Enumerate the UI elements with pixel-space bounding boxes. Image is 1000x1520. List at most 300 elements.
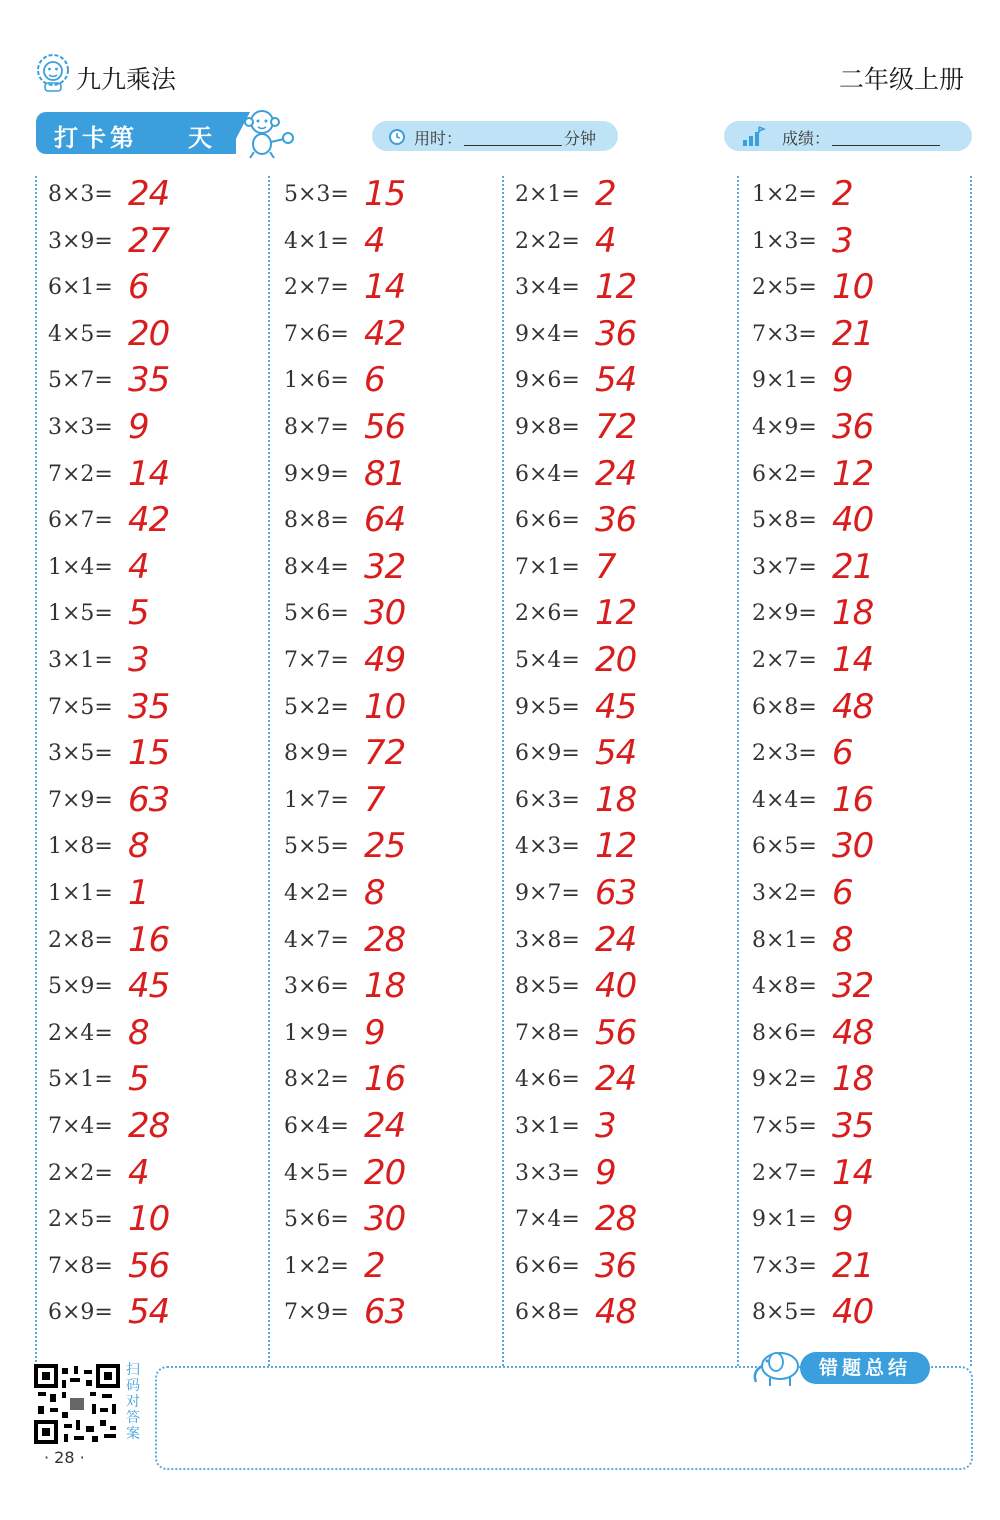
equation-text: 5×6= bbox=[284, 601, 349, 627]
column-divider bbox=[737, 176, 739, 1366]
equation-row bbox=[48, 1201, 248, 1247]
handwritten-answer[interactable]: 14 bbox=[364, 267, 406, 308]
equation-row bbox=[48, 1152, 248, 1201]
equation-row bbox=[752, 875, 952, 921]
equation-text: 7×5= bbox=[752, 1114, 817, 1139]
score-label: 成绩： bbox=[782, 129, 831, 148]
equation-text: 2×7= bbox=[752, 1160, 817, 1186]
equation-text: 9×1= bbox=[752, 368, 817, 394]
elephant-icon bbox=[748, 1344, 804, 1388]
handwritten-answer[interactable]: 21 bbox=[832, 546, 874, 587]
equation-row bbox=[284, 1245, 484, 1294]
handwritten-answer[interactable]: 54 bbox=[595, 733, 637, 774]
equation-row bbox=[284, 595, 484, 641]
handwritten-answer[interactable]: 9 bbox=[128, 407, 149, 447]
equation-row bbox=[284, 779, 484, 828]
equation-row bbox=[515, 362, 715, 408]
equation-text: 7×1= bbox=[515, 554, 580, 580]
checkin-day-label: 天 bbox=[188, 124, 212, 152]
handwritten-answer[interactable]: 14 bbox=[128, 453, 170, 494]
equation-row bbox=[515, 502, 715, 548]
equation-row bbox=[515, 453, 715, 502]
equation-text: 3×3= bbox=[48, 415, 113, 440]
handwritten-answer[interactable]: 4 bbox=[595, 220, 616, 261]
equation-row bbox=[515, 686, 715, 735]
equation-text: 7×9= bbox=[48, 787, 113, 813]
column-divider bbox=[502, 176, 504, 1366]
equation-text: 4×6= bbox=[515, 1067, 580, 1093]
handwritten-answer[interactable]: 20 bbox=[595, 640, 637, 680]
handwritten-answer[interactable]: 35 bbox=[832, 1106, 874, 1146]
time-label: 用时： bbox=[414, 129, 463, 148]
equation-row bbox=[284, 409, 484, 455]
handwritten-answer[interactable]: 8 bbox=[128, 1012, 149, 1053]
equation-row bbox=[752, 502, 952, 548]
equation-row bbox=[515, 1108, 715, 1154]
handwritten-answer[interactable]: 49 bbox=[364, 640, 406, 680]
handwritten-answer[interactable]: 8 bbox=[832, 919, 853, 960]
column-divider bbox=[35, 176, 37, 1366]
equation-row bbox=[48, 313, 248, 362]
equation-row bbox=[48, 595, 248, 641]
equation-row bbox=[752, 409, 952, 455]
handwritten-answer[interactable]: 40 bbox=[832, 1292, 874, 1333]
qr-caption: 扫码对答案 bbox=[126, 1362, 140, 1442]
handwritten-answer[interactable]: 35 bbox=[128, 686, 170, 727]
equation-row bbox=[284, 642, 484, 688]
equation-text: 2×1= bbox=[515, 182, 580, 207]
handwritten-answer[interactable]: 27 bbox=[128, 220, 170, 261]
handwritten-answer[interactable]: 28 bbox=[128, 1106, 170, 1146]
equation-row bbox=[515, 779, 715, 828]
equation-row bbox=[515, 1012, 715, 1061]
equation-text: 1×9= bbox=[284, 1020, 349, 1046]
handwritten-answer[interactable]: 64 bbox=[364, 500, 406, 541]
mistake-summary-tag: 错题总结 bbox=[800, 1352, 930, 1384]
equation-row bbox=[284, 453, 484, 502]
equation-row bbox=[752, 968, 952, 1014]
equation-row bbox=[752, 828, 952, 874]
equation-row bbox=[48, 686, 248, 735]
equation-text: 5×1= bbox=[48, 1067, 113, 1093]
handwritten-answer[interactable]: 7 bbox=[595, 546, 616, 587]
equation-row bbox=[752, 453, 952, 502]
handwritten-answer[interactable]: 81 bbox=[364, 453, 406, 494]
equation-row bbox=[48, 362, 248, 408]
equation-text: 2×5= bbox=[48, 1207, 113, 1233]
equation-text: 3×1= bbox=[48, 648, 113, 673]
handwritten-answer[interactable]: 9 bbox=[364, 1012, 385, 1053]
equation-text: 9×5= bbox=[515, 694, 580, 720]
handwritten-answer[interactable]: 21 bbox=[832, 1245, 874, 1286]
equation-text: 6×6= bbox=[515, 1253, 580, 1279]
equation-text: 5×5= bbox=[284, 834, 349, 860]
handwritten-answer[interactable]: 5 bbox=[128, 593, 149, 634]
equation-row bbox=[752, 642, 952, 688]
equation-row bbox=[48, 409, 248, 455]
handwritten-answer[interactable]: 16 bbox=[364, 1059, 406, 1100]
equation-text: 6×8= bbox=[752, 694, 817, 720]
equation-text: 8×5= bbox=[752, 1300, 817, 1326]
equation-row bbox=[48, 1108, 248, 1154]
equation-text: 6×8= bbox=[515, 1300, 580, 1326]
equation-text: 5×9= bbox=[48, 974, 113, 1000]
handwritten-answer[interactable]: 72 bbox=[595, 407, 637, 447]
grade-label: 二年级上册 bbox=[838, 65, 964, 94]
equation-row bbox=[515, 1061, 715, 1107]
equation-text: 9×8= bbox=[515, 415, 580, 440]
equation-row bbox=[752, 686, 952, 735]
equation-row bbox=[284, 546, 484, 595]
handwritten-answer[interactable]: 8 bbox=[364, 873, 385, 913]
equation-text: 6×5= bbox=[752, 834, 817, 860]
handwritten-answer[interactable]: 48 bbox=[832, 686, 874, 727]
equation-row bbox=[48, 502, 248, 548]
checkin-label: 打卡第 bbox=[54, 124, 138, 152]
equation-text: 5×2= bbox=[284, 694, 349, 720]
equation-row bbox=[284, 502, 484, 548]
equation-text: 3×2= bbox=[752, 881, 817, 906]
handwritten-answer[interactable]: 6 bbox=[832, 733, 853, 774]
equation-row bbox=[284, 1152, 484, 1201]
handwritten-answer[interactable]: 45 bbox=[595, 686, 637, 727]
equation-row bbox=[752, 313, 952, 362]
equation-row bbox=[48, 875, 248, 921]
equation-text: 4×5= bbox=[284, 1160, 349, 1186]
handwritten-answer[interactable]: 6 bbox=[128, 267, 149, 308]
equation-row bbox=[48, 642, 248, 688]
equation-row bbox=[752, 176, 952, 222]
equation-row bbox=[752, 362, 952, 408]
equation-text: 4×8= bbox=[752, 974, 817, 1000]
handwritten-answer[interactable]: 36 bbox=[595, 313, 637, 354]
handwritten-answer[interactable]: 35 bbox=[128, 360, 170, 401]
equation-text: 7×4= bbox=[48, 1114, 113, 1139]
equation-text: 6×4= bbox=[284, 1114, 349, 1139]
equation-text: 2×7= bbox=[284, 275, 349, 301]
handwritten-answer[interactable]: 18 bbox=[364, 966, 406, 1007]
handwritten-answer[interactable]: 10 bbox=[128, 1199, 170, 1240]
equation-row bbox=[752, 1061, 952, 1107]
handwritten-answer[interactable]: 15 bbox=[128, 733, 170, 774]
handwritten-answer[interactable]: 9 bbox=[595, 1152, 616, 1193]
equation-row bbox=[752, 220, 952, 269]
equation-text: 3×7= bbox=[752, 554, 817, 580]
equation-text: 3×6= bbox=[284, 974, 349, 1000]
handwritten-answer[interactable]: 1 bbox=[128, 873, 149, 913]
handwritten-answer[interactable]: 12 bbox=[595, 267, 637, 308]
handwritten-answer[interactable]: 4 bbox=[128, 1152, 149, 1193]
equation-text: 8×3= bbox=[48, 182, 113, 207]
handwritten-answer[interactable]: 14 bbox=[832, 640, 874, 680]
handwritten-answer[interactable]: 4 bbox=[364, 220, 385, 261]
handwritten-answer[interactable]: 63 bbox=[128, 779, 170, 820]
handwritten-answer[interactable]: 28 bbox=[595, 1199, 637, 1240]
equation-text: 3×5= bbox=[48, 741, 113, 767]
handwritten-answer[interactable]: 36 bbox=[595, 500, 637, 541]
equation-row bbox=[284, 686, 484, 735]
handwritten-answer[interactable]: 16 bbox=[128, 919, 170, 960]
handwritten-answer[interactable]: 10 bbox=[832, 267, 874, 308]
equation-row bbox=[284, 1294, 484, 1340]
equation-text: 1×4= bbox=[48, 554, 113, 580]
equation-text: 7×6= bbox=[284, 321, 349, 347]
equation-text: 4×4= bbox=[752, 787, 817, 813]
equation-row bbox=[752, 919, 952, 968]
equation-row bbox=[515, 176, 715, 222]
equation-row bbox=[284, 220, 484, 269]
chart-icon bbox=[742, 125, 766, 147]
handwritten-answer[interactable]: 14 bbox=[832, 1152, 874, 1193]
equation-row bbox=[515, 1152, 715, 1201]
equation-text: 2×8= bbox=[48, 927, 113, 953]
equation-text: 5×6= bbox=[284, 1207, 349, 1233]
equation-text: 8×7= bbox=[284, 415, 349, 440]
handwritten-answer[interactable]: 24 bbox=[595, 453, 637, 494]
handwritten-answer[interactable]: 30 bbox=[364, 1199, 406, 1240]
equation-text: 7×8= bbox=[515, 1020, 580, 1046]
time-unit: 分钟 bbox=[564, 129, 597, 148]
equation-text: 9×9= bbox=[284, 461, 349, 487]
handwritten-answer[interactable]: 10 bbox=[364, 686, 406, 727]
equation-text: 3×4= bbox=[515, 275, 580, 301]
equation-text: 8×9= bbox=[284, 741, 349, 767]
equation-text: 7×4= bbox=[515, 1207, 580, 1233]
equation-text: 6×2= bbox=[752, 461, 817, 487]
equation-row bbox=[515, 1294, 715, 1340]
equation-row bbox=[515, 1201, 715, 1247]
equation-text: 4×1= bbox=[284, 228, 349, 254]
equation-row bbox=[48, 269, 248, 315]
handwritten-answer[interactable]: 2 bbox=[832, 174, 853, 214]
handwritten-answer[interactable]: 54 bbox=[128, 1292, 170, 1333]
equation-text: 7×3= bbox=[752, 1253, 817, 1279]
handwritten-answer[interactable]: 40 bbox=[832, 500, 874, 541]
handwritten-answer[interactable]: 56 bbox=[595, 1012, 637, 1053]
handwritten-answer[interactable]: 54 bbox=[595, 360, 637, 401]
equation-row bbox=[284, 1061, 484, 1107]
equation-text: 7×3= bbox=[752, 321, 817, 347]
equation-row bbox=[48, 1294, 248, 1340]
equation-text: 4×5= bbox=[48, 321, 113, 347]
equation-text: 3×8= bbox=[515, 927, 580, 953]
handwritten-answer[interactable]: 6 bbox=[364, 360, 385, 401]
equation-text: 2×6= bbox=[515, 601, 580, 627]
equation-text: 2×2= bbox=[48, 1160, 113, 1186]
equation-text: 3×9= bbox=[48, 228, 113, 254]
equation-row bbox=[284, 919, 484, 968]
handwritten-answer[interactable]: 20 bbox=[128, 313, 170, 354]
handwritten-answer[interactable]: 24 bbox=[364, 1106, 406, 1146]
equation-row bbox=[515, 968, 715, 1014]
equation-text: 7×8= bbox=[48, 1253, 113, 1279]
page-title: 九九乘法 bbox=[76, 65, 177, 94]
handwritten-answer[interactable]: 24 bbox=[595, 919, 637, 960]
handwritten-answer[interactable]: 12 bbox=[832, 453, 874, 494]
handwritten-answer[interactable]: 30 bbox=[364, 593, 406, 634]
equation-row bbox=[515, 875, 715, 921]
equation-row bbox=[752, 1012, 952, 1061]
handwritten-answer[interactable]: 15 bbox=[364, 174, 406, 214]
handwritten-answer[interactable]: 72 bbox=[364, 733, 406, 774]
equation-row bbox=[515, 409, 715, 455]
handwritten-answer[interactable]: 9 bbox=[832, 1199, 853, 1240]
handwritten-answer[interactable]: 21 bbox=[832, 313, 874, 354]
handwritten-answer[interactable]: 7 bbox=[364, 779, 385, 820]
time-input-line[interactable] bbox=[464, 145, 562, 146]
equation-text: 6×7= bbox=[48, 508, 113, 534]
equation-text: 6×4= bbox=[515, 461, 580, 487]
equation-row bbox=[752, 1294, 952, 1340]
checkin-banner bbox=[36, 112, 236, 154]
handwritten-answer[interactable]: 42 bbox=[128, 500, 170, 541]
equation-row bbox=[284, 1012, 484, 1061]
equation-row bbox=[48, 1061, 248, 1107]
equation-text: 1×5= bbox=[48, 601, 113, 627]
handwritten-answer[interactable]: 36 bbox=[595, 1245, 637, 1286]
handwritten-answer[interactable]: 18 bbox=[595, 779, 637, 820]
equation-text: 8×1= bbox=[752, 927, 817, 953]
handwritten-answer[interactable]: 2 bbox=[595, 174, 616, 214]
handwritten-answer[interactable]: 56 bbox=[128, 1245, 170, 1286]
handwritten-answer[interactable]: 28 bbox=[364, 919, 406, 960]
handwritten-answer[interactable]: 3 bbox=[832, 220, 853, 261]
equation-text: 7×5= bbox=[48, 694, 113, 720]
equation-row bbox=[284, 1108, 484, 1154]
equation-text: 1×7= bbox=[284, 787, 349, 813]
equation-text: 8×5= bbox=[515, 974, 580, 1000]
equation-text: 2×5= bbox=[752, 275, 817, 301]
equation-row bbox=[515, 269, 715, 315]
handwritten-answer[interactable]: 48 bbox=[595, 1292, 637, 1333]
equation-row bbox=[752, 735, 952, 781]
equation-row bbox=[284, 313, 484, 362]
equation-row bbox=[515, 642, 715, 688]
equation-row bbox=[284, 1201, 484, 1247]
equation-row bbox=[752, 1201, 952, 1247]
equation-text: 9×6= bbox=[515, 368, 580, 394]
equation-text: 2×7= bbox=[752, 648, 817, 673]
monkey-icon bbox=[238, 104, 298, 160]
score-input-line[interactable] bbox=[832, 145, 940, 146]
equation-text: 9×1= bbox=[752, 1207, 817, 1233]
handwritten-answer[interactable]: 25 bbox=[364, 826, 406, 867]
equation-text: 8×6= bbox=[752, 1020, 817, 1046]
handwritten-answer[interactable]: 36 bbox=[832, 407, 874, 447]
handwritten-answer[interactable]: 40 bbox=[595, 966, 637, 1007]
equation-text: 1×6= bbox=[284, 368, 349, 394]
equation-row bbox=[284, 176, 484, 222]
handwritten-answer[interactable]: 56 bbox=[364, 407, 406, 447]
equation-row bbox=[515, 595, 715, 641]
equation-text: 1×2= bbox=[752, 182, 817, 207]
equation-text: 4×9= bbox=[752, 415, 817, 440]
handwritten-answer[interactable]: 20 bbox=[364, 1152, 406, 1193]
handwritten-answer[interactable]: 24 bbox=[128, 174, 170, 214]
handwritten-answer[interactable]: 18 bbox=[832, 1059, 874, 1100]
equation-row bbox=[752, 1152, 952, 1201]
score-field[interactable] bbox=[724, 121, 972, 151]
equation-text: 1×3= bbox=[752, 228, 817, 254]
equation-row bbox=[752, 1245, 952, 1294]
handwritten-answer[interactable]: 18 bbox=[832, 593, 874, 634]
equation-row bbox=[284, 875, 484, 921]
equation-text: 6×3= bbox=[515, 787, 580, 813]
handwritten-answer[interactable]: 12 bbox=[595, 826, 637, 867]
handwritten-answer[interactable]: 5 bbox=[128, 1059, 149, 1100]
equation-text: 9×2= bbox=[752, 1067, 817, 1093]
qr-code-icon[interactable] bbox=[34, 1364, 120, 1444]
equation-row bbox=[515, 919, 715, 968]
handwritten-answer[interactable]: 4 bbox=[128, 546, 149, 587]
equation-row bbox=[752, 595, 952, 641]
equation-row bbox=[752, 546, 952, 595]
equation-row bbox=[515, 313, 715, 362]
equation-row bbox=[284, 828, 484, 874]
equation-row bbox=[48, 1245, 248, 1294]
page-number: · 28 · bbox=[44, 1448, 85, 1467]
equation-text: 8×2= bbox=[284, 1067, 349, 1093]
equation-row bbox=[48, 453, 248, 502]
equation-row bbox=[515, 735, 715, 781]
handwritten-answer[interactable]: 45 bbox=[128, 966, 170, 1007]
handwritten-answer[interactable]: 32 bbox=[364, 546, 406, 587]
equation-row bbox=[752, 1108, 952, 1154]
clock-icon bbox=[388, 127, 406, 145]
equation-text: 7×7= bbox=[284, 648, 349, 673]
handwritten-answer[interactable]: 6 bbox=[832, 873, 853, 913]
handwritten-answer[interactable]: 8 bbox=[128, 826, 149, 867]
handwritten-answer[interactable]: 63 bbox=[595, 873, 637, 913]
lion-icon bbox=[34, 52, 72, 92]
equation-text: 4×2= bbox=[284, 881, 349, 906]
time-field[interactable] bbox=[372, 121, 618, 151]
handwritten-answer[interactable]: 32 bbox=[832, 966, 874, 1007]
handwritten-answer[interactable]: 12 bbox=[595, 593, 637, 634]
equation-text: 1×8= bbox=[48, 834, 113, 860]
equation-row bbox=[284, 735, 484, 781]
equation-row bbox=[515, 1245, 715, 1294]
equation-text: 5×4= bbox=[515, 648, 580, 673]
equation-text: 2×9= bbox=[752, 601, 817, 627]
handwritten-answer[interactable]: 3 bbox=[595, 1106, 616, 1146]
equation-row bbox=[284, 362, 484, 408]
handwritten-answer[interactable]: 30 bbox=[832, 826, 874, 867]
handwritten-answer[interactable]: 24 bbox=[595, 1059, 637, 1100]
equation-text: 6×6= bbox=[515, 508, 580, 534]
equation-text: 5×8= bbox=[752, 508, 817, 534]
column-divider bbox=[268, 176, 270, 1366]
equation-row bbox=[48, 546, 248, 595]
equation-row bbox=[48, 828, 248, 874]
equation-row bbox=[48, 176, 248, 222]
equation-row bbox=[515, 546, 715, 595]
handwritten-answer[interactable]: 9 bbox=[832, 360, 853, 401]
equation-row bbox=[48, 968, 248, 1014]
handwritten-answer[interactable]: 42 bbox=[364, 313, 406, 354]
handwritten-answer[interactable]: 48 bbox=[832, 1012, 874, 1053]
handwritten-answer[interactable]: 2 bbox=[364, 1245, 385, 1286]
equation-row bbox=[48, 735, 248, 781]
equation-text: 2×3= bbox=[752, 741, 817, 767]
equation-text: 4×3= bbox=[515, 834, 580, 860]
equation-text: 7×9= bbox=[284, 1300, 349, 1326]
handwritten-answer[interactable]: 63 bbox=[364, 1292, 406, 1333]
handwritten-answer[interactable]: 16 bbox=[832, 779, 874, 820]
equation-text: 8×4= bbox=[284, 554, 349, 580]
handwritten-answer[interactable]: 3 bbox=[128, 640, 149, 680]
equation-text: 1×1= bbox=[48, 881, 113, 906]
